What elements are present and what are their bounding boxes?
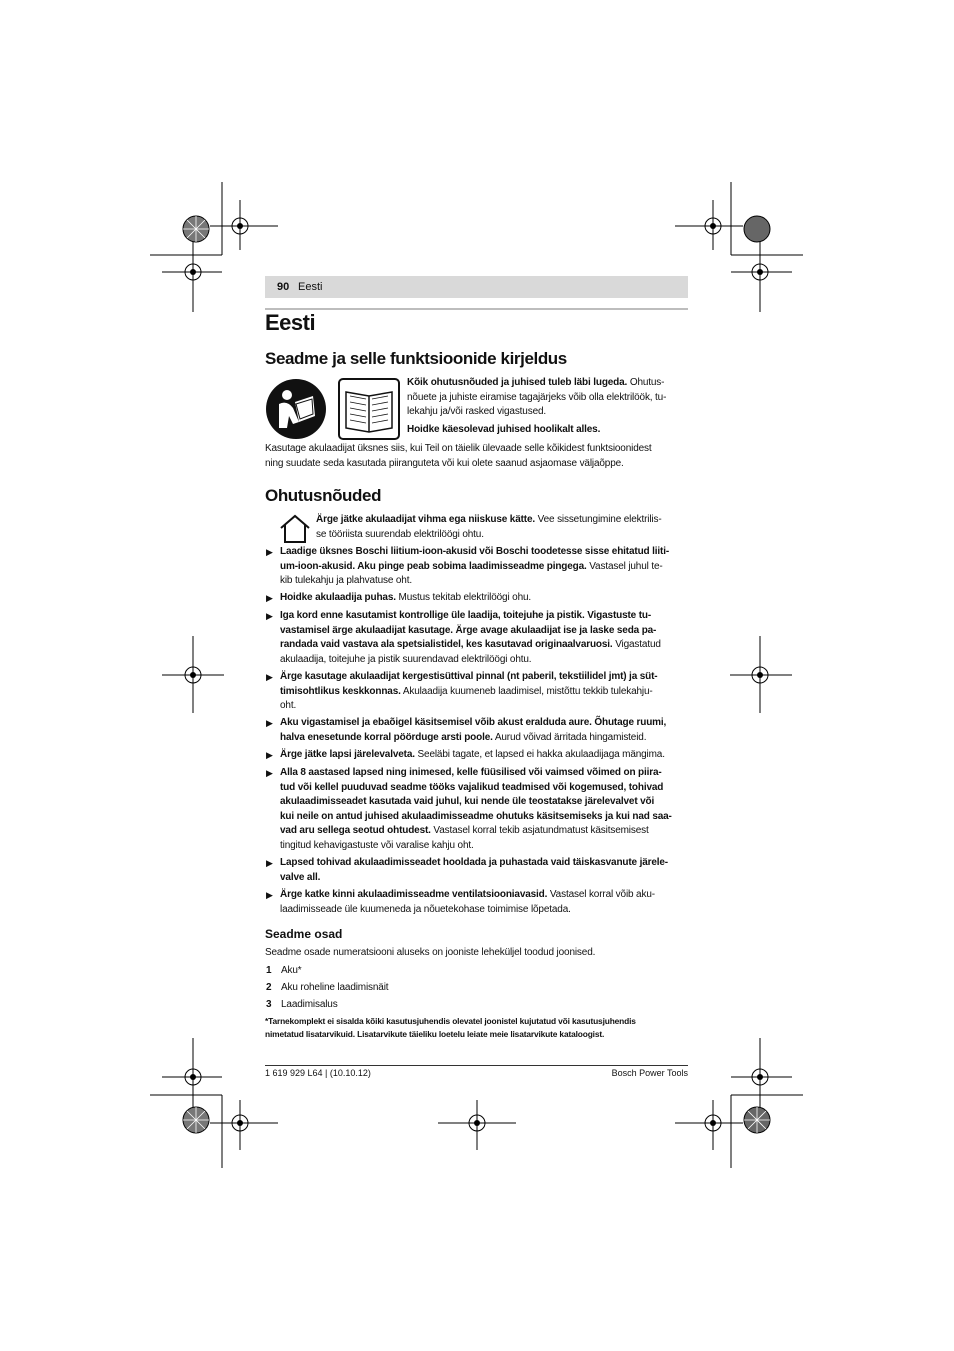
footer-brand: Bosch Power Tools xyxy=(611,1068,688,1078)
note-line-2: nimetatud lisatarvikuid. Lisatarvikute täieliku loetelu leiate meie lisatarvikute kataloogist. xyxy=(265,1029,605,1039)
bullet-arrow-icon: ▶ xyxy=(266,593,273,603)
item-text: randada vaid vastava ala spetsialistidel, kes kasutavad originaalvaruosi. xyxy=(280,639,613,650)
item-text: tingitud kehavigastuste või varalise kahju oht. xyxy=(280,839,474,851)
item-text: valve all. xyxy=(280,871,321,883)
bullet-arrow-icon: ▶ xyxy=(266,858,273,868)
part-label: Aku roheline laadimisnäit xyxy=(281,982,389,993)
item-text: Ärge jätke lapsi järelevalveta. xyxy=(280,749,415,760)
usage-line-1: Kasutage akulaadijat üksnes siis, kui Teil on täielik ülevaade selle kõikidest funktsioonidest xyxy=(265,443,652,454)
item-text: kib tulekahju ja plahvatuse oht. xyxy=(280,575,412,586)
note-line-1: *Tarnekomplekt ei sisalda kõiki kasutusjuhendis olevatel joonistel kujutatud või kasutusjuhendis xyxy=(265,1016,636,1026)
warning-bold-text: Kõik ohutusnõuded ja juhised tuleb läbi lugeda. xyxy=(407,377,628,388)
bullet-arrow-icon: ▶ xyxy=(266,547,273,557)
list-item xyxy=(280,670,657,714)
part-number: 2 xyxy=(266,982,272,993)
item-text: Lapsed tohivad akulaadimisseadet hooldada ja puhastada vaid täiskasvanute järele- xyxy=(280,857,668,868)
item-text: oht. xyxy=(280,700,297,711)
footer-divider xyxy=(265,1065,688,1066)
item-text: Aurud võivad ärritada hingamisteid. xyxy=(492,731,647,743)
item-text: Hoidke akulaadija puhas. xyxy=(280,592,396,603)
item-text: Vigastatud xyxy=(612,639,661,650)
section-heading-safety: Ohutusnõuded xyxy=(265,486,382,505)
page-number: 90 xyxy=(277,281,290,293)
item-text: tud või kellel puuduvad seadme tööks vajalikud teadmised või kogemused, tohivad xyxy=(280,781,664,793)
footer-document-id: 1 619 929 L64 | (10.10.12) xyxy=(265,1068,371,1078)
open-book-icon xyxy=(338,378,400,440)
rain-warning-text-1: Vee sissetungimine elektrilis- xyxy=(535,514,662,525)
list-item xyxy=(280,591,531,606)
usage-line-2: ning suudate seda kasutada piiranguteta või kui olete saanud asjaomase väljaõppe. xyxy=(265,457,624,469)
warning-text-1: Ohutus- xyxy=(627,377,665,388)
header-divider xyxy=(265,308,688,310)
item-text: Seeläbi tagate, et lapsed ei hakka akulaadijaga mängima. xyxy=(414,749,665,760)
bullet-arrow-icon: ▶ xyxy=(266,890,273,900)
list-item xyxy=(280,766,672,853)
list-item xyxy=(280,716,666,745)
part-number: 1 xyxy=(266,965,272,976)
list-item xyxy=(280,748,665,763)
page-header-bar xyxy=(265,276,688,298)
list-item xyxy=(280,856,668,885)
list-item xyxy=(280,888,655,917)
section-heading-parts: Seadme osad xyxy=(265,927,343,941)
list-item xyxy=(266,981,389,996)
item-text: vastamisel ärge akulaadijat kasutage. Ärge avage akulaadijat ise ja laske seda pa- xyxy=(280,624,657,636)
usage-paragraph xyxy=(265,442,652,471)
item-text: Vastasel korral tekib asjatundmatust käsitsemisest xyxy=(430,825,649,836)
item-text: Akulaadija kuumeneb laadimisel, mistõttu tekkib tulekahju- xyxy=(400,685,653,697)
item-text: halva enesetunde korral pöörduge arsti poole. xyxy=(280,731,493,743)
item-text: akulaadija, toitejuhe ja pistik suurendavad elektrilöögi ohtu. xyxy=(280,653,532,665)
accessories-note xyxy=(265,1015,636,1041)
bullet-arrow-icon: ▶ xyxy=(266,611,273,621)
item-text: Laadige üksnes Boschi liitium-ioon-akusid või Boschi toodetesse sisse ehitatud liiti- xyxy=(280,546,669,557)
list-item xyxy=(266,964,302,979)
item-text: Alla 8 aastased lapsed ning inimesed, kelle füüsilised või vaimsed võimed on piira- xyxy=(280,767,662,778)
item-text: vad aru sellega seotud ohtudest. xyxy=(280,825,431,836)
warning-read-instructions xyxy=(407,376,666,420)
section-heading-description: Seadme ja selle funktsioonide kirjeldus xyxy=(265,349,567,368)
warning-text-3: lekahju ja/või rasked vigastused. xyxy=(407,406,547,417)
rain-warning-bold: Ärge jätke akulaadijat vihma ega niiskuse kätte. xyxy=(316,514,536,525)
item-text: Ärge katke kinni akulaadimisseadme ventilatsiooniavasid. xyxy=(280,889,548,900)
list-item xyxy=(280,545,669,589)
bullet-arrow-icon: ▶ xyxy=(266,750,273,760)
rain-warning-text-2: se tööriista suurendab elektrilöögi ohtu. xyxy=(316,528,484,540)
bullet-arrow-icon: ▶ xyxy=(266,672,273,682)
indoor-use-house-icon xyxy=(279,514,311,544)
item-text: Ärge kasutage akulaadijat kergestisüttival pinnal (nt paberil, tekstiilidel jmt) ja süt- xyxy=(280,671,658,682)
header-language: Eesti xyxy=(298,281,323,293)
item-text: Iga kord enne kasutamist kontrollige üle laadija, toitejuhe ja pistik. Vigastuste tu- xyxy=(280,610,652,621)
bullet-arrow-icon: ▶ xyxy=(266,718,273,728)
parts-intro: Seadme osade numeratsiooni aluseks on jooniste leheküljel toodud joonised. xyxy=(265,947,596,958)
item-text: akulaadimisseadet kasutada vaid juhul, kui nende üle teostatakse järelevalvet või xyxy=(280,796,655,807)
item-text: kui neile on antud juhised akulaadimisseadme ohutuks käsitsemiseks ja kui nad saa- xyxy=(280,810,672,822)
item-text: Vastasel juhul te- xyxy=(586,560,663,572)
bullet-arrow-icon: ▶ xyxy=(266,768,273,778)
part-label: Laadimisalus xyxy=(281,999,338,1010)
item-text: Mustus tekitab elektrilöögi ohu. xyxy=(395,592,532,603)
part-label: Aku* xyxy=(281,965,302,976)
part-number: 3 xyxy=(266,999,272,1010)
rain-warning xyxy=(316,513,662,542)
item-text: Aku vigastamisel ja ebaõigel käsitsemisel võib akust eralduda aure. Õhutage ruumi, xyxy=(280,717,667,728)
keep-instructions: Hoidke käesolevad juhised hoolikalt alles. xyxy=(407,424,601,435)
page-title: Eesti xyxy=(265,310,316,335)
item-text: um-ioon-akusid. Aku pinge peab sobima laadimisseadme pingega. xyxy=(280,560,587,572)
item-text: timisohtlikus keskkonnas. xyxy=(280,685,401,697)
read-manual-person-icon xyxy=(265,378,327,440)
list-item xyxy=(266,998,338,1013)
item-text: laadimisseade üle kuumeneda ja nõuetekohase toimimise lõpetada. xyxy=(280,903,571,915)
warning-text-2: nõuete ja juhiste eiramise tagajärjeks võib olla elektrilöök, tu- xyxy=(407,391,667,403)
list-item xyxy=(280,609,661,667)
item-text: Vastasel korral võib aku- xyxy=(547,889,655,900)
